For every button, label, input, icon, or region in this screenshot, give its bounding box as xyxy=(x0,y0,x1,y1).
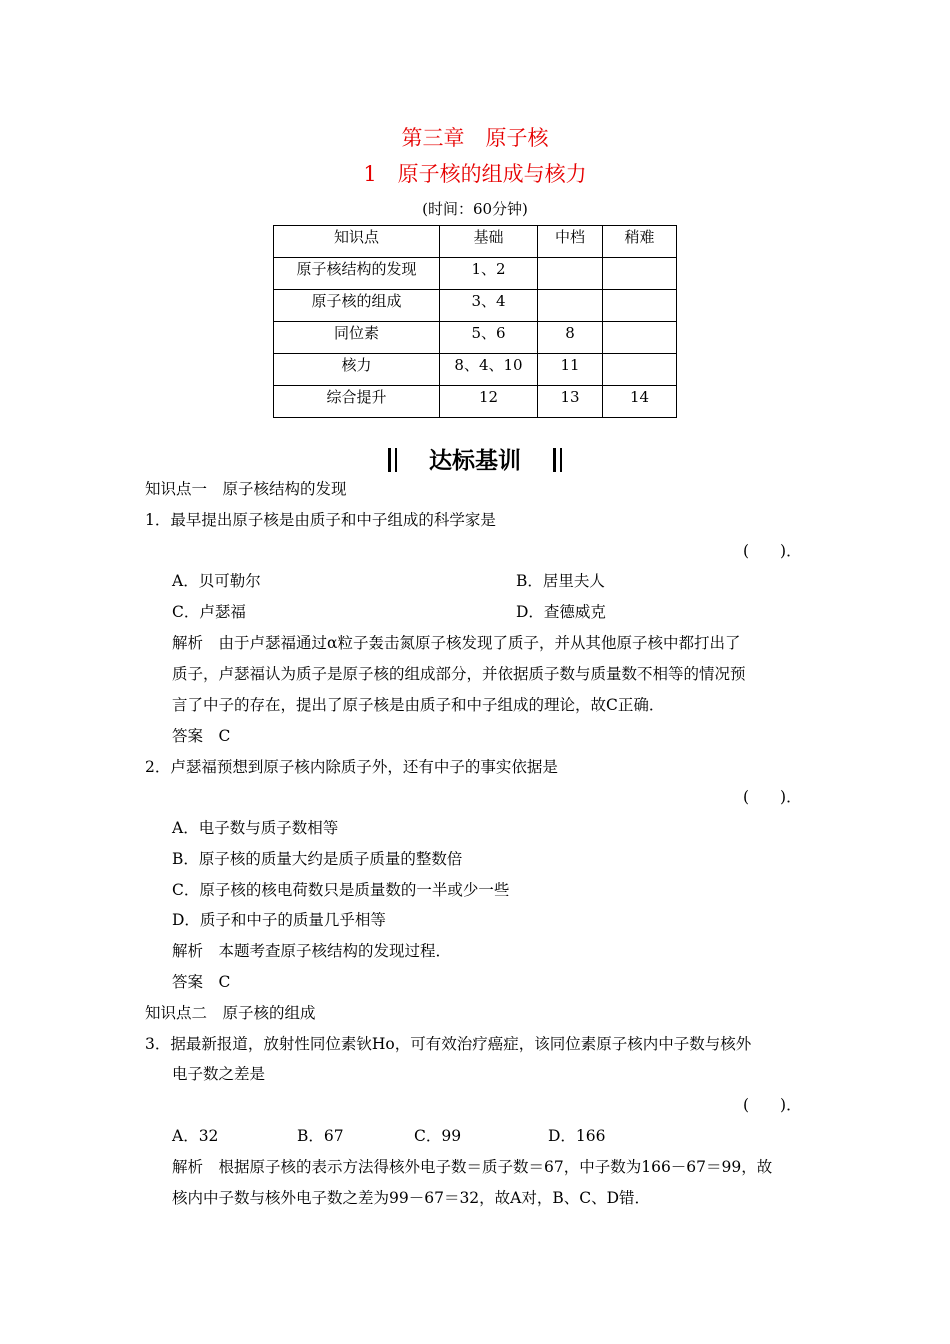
option-c: C．卢瑟福 xyxy=(172,603,246,621)
table-cell: 8 xyxy=(538,322,603,354)
table-cell: 综合提升 xyxy=(274,386,440,418)
table-header: 知识点 xyxy=(274,226,440,258)
time-note: (时间：60分钟) xyxy=(422,200,528,218)
table-cell xyxy=(538,290,603,322)
banner-bar-icon xyxy=(388,448,391,472)
table-header: 稍难 xyxy=(603,226,677,258)
table-cell: 3、4 xyxy=(440,290,538,322)
option-b: B．原子核的质量大约是质子质量的整数倍 xyxy=(172,850,463,868)
table-cell: 5、6 xyxy=(440,322,538,354)
question-stem: 电子数之差是 xyxy=(172,1065,266,1083)
answer-bracket: ( )． xyxy=(743,1096,802,1114)
table-row xyxy=(274,258,677,290)
answer-line: 答案 C xyxy=(172,973,231,991)
knowledge-point-heading: 知识点一 原子核结构的发现 xyxy=(145,480,347,498)
banner-label: 达标基训 xyxy=(429,448,521,474)
option-b: B．67 xyxy=(297,1127,344,1145)
option-d: D．查德威克 xyxy=(516,603,606,621)
option-a: A．32 xyxy=(172,1127,219,1145)
section-banner xyxy=(0,442,950,475)
table-row xyxy=(274,290,677,322)
explanation-line: 解析 根据原子核的表示方法得核外电子数＝质子数＝67，中子数为166－67＝99，故 xyxy=(172,1158,773,1176)
option-c: C．99 xyxy=(414,1127,462,1145)
knowledge-table xyxy=(273,225,677,418)
table-cell: 1、2 xyxy=(440,258,538,290)
table-header-row xyxy=(274,226,677,258)
table-cell: 13 xyxy=(538,386,603,418)
option-b: B．居里夫人 xyxy=(516,572,605,590)
banner-bar-icon xyxy=(553,448,556,472)
option-a: A．电子数与质子数相等 xyxy=(172,819,339,837)
table-cell: 8、4、10 xyxy=(440,354,538,386)
table-cell: 原子核的组成 xyxy=(274,290,440,322)
section-title: 1 原子核的组成与核力 xyxy=(363,162,587,186)
table-cell: 12 xyxy=(440,386,538,418)
question-stem: 2．卢瑟福预想到原子核内除质子外，还有中子的事实依据是 xyxy=(145,758,558,776)
table-cell xyxy=(603,290,677,322)
table-cell xyxy=(603,354,677,386)
knowledge-point-heading: 知识点二 原子核的组成 xyxy=(145,1004,316,1022)
table-row xyxy=(274,386,677,418)
answer-line: 答案 C xyxy=(172,727,231,745)
table-cell: 14 xyxy=(603,386,677,418)
table-header: 基础 xyxy=(440,226,538,258)
explanation-line: 解析 本题考查原子核结构的发现过程． xyxy=(172,942,452,960)
explanation-line: 言了中子的存在，提出了原子核是由质子和中子组成的理论，故C正确． xyxy=(172,696,665,714)
table-cell: 核力 xyxy=(274,354,440,386)
chapter-title: 第三章 原子核 xyxy=(401,126,549,150)
table-cell xyxy=(603,258,677,290)
option-c: C．原子核的核电荷数只是质量数的一半或少一些 xyxy=(172,881,510,899)
explanation-line: 核内中子数与核外电子数之差为99－67＝32，故A对，B、C、D错． xyxy=(172,1189,651,1207)
answer-bracket: ( )． xyxy=(743,542,802,560)
table-row xyxy=(274,354,677,386)
table-header: 中档 xyxy=(538,226,603,258)
banner-bar-icon xyxy=(560,448,562,472)
question-stem: 1．最早提出原子核是由质子和中子组成的科学家是 xyxy=(145,511,496,529)
answer-bracket: ( )． xyxy=(743,788,802,806)
table-cell xyxy=(603,322,677,354)
option-d: D．166 xyxy=(548,1127,606,1145)
explanation-line: 解析 由于卢瑟福通过α粒子轰击氮原子核发现了质子，并从其他原子核中都打出了 xyxy=(172,634,741,652)
banner-bar-icon xyxy=(395,448,397,472)
table-cell: 11 xyxy=(538,354,603,386)
question-stem: 3．据最新报道，放射性同位素钬Ho，可有效治疗癌症，该同位素原子核内中子数与核外 xyxy=(145,1035,752,1053)
option-d: D．质子和中子的质量几乎相等 xyxy=(172,911,386,929)
table-row xyxy=(274,322,677,354)
table-cell: 原子核结构的发现 xyxy=(274,258,440,290)
table-cell: 同位素 xyxy=(274,322,440,354)
explanation-line: 质子，卢瑟福认为质子是原子核的组成部分，并依据质子数与质量数不相等的情况预 xyxy=(172,665,746,683)
table-cell xyxy=(538,258,603,290)
option-a: A．贝可勒尔 xyxy=(172,572,261,590)
